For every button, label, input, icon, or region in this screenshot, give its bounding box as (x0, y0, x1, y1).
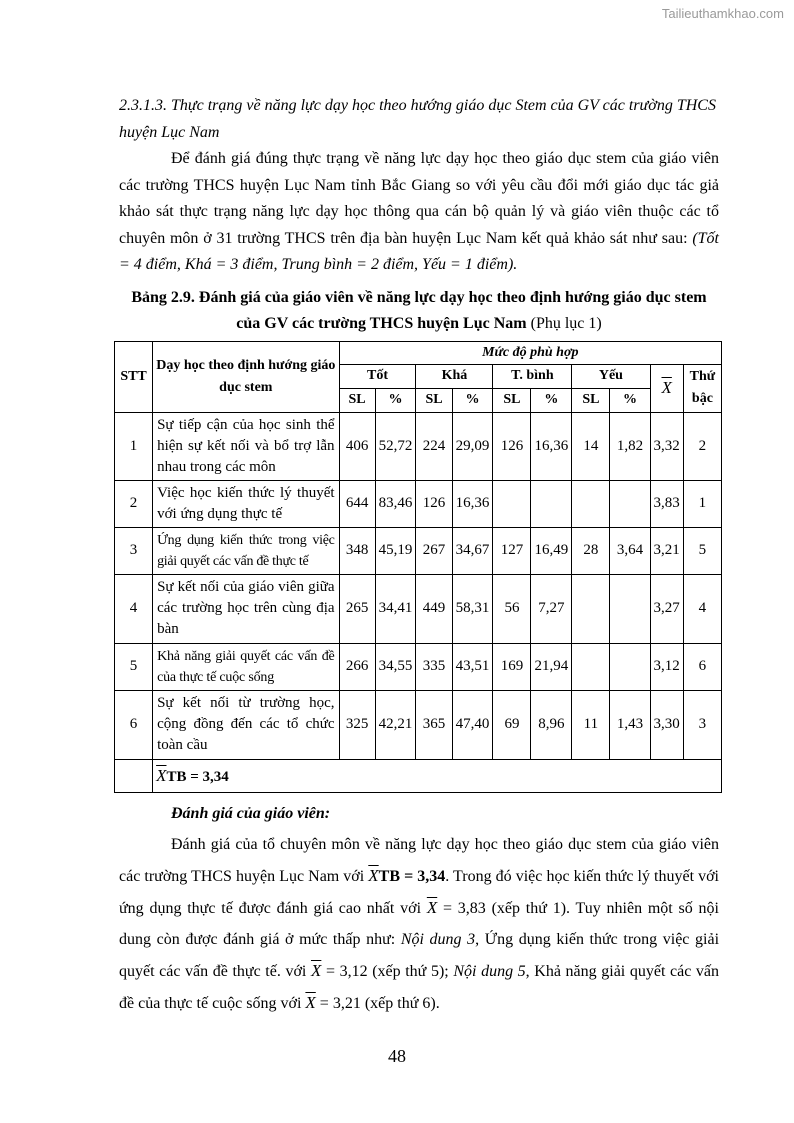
cell-good-pct: 42,21 (375, 690, 416, 759)
table-caption-text: Bảng 2.9. Đánh giá của giáo viên về năng lực dạy học theo định hướng giáo dục stem của GV các trường THCS huyện Lục Nam (131, 288, 707, 332)
page-number: 48 (388, 1046, 406, 1066)
header-mean: $\overline{X}$ (650, 364, 683, 412)
cell-good-sl: 348 (339, 527, 375, 574)
cell-mean: 3,12 (650, 643, 683, 690)
cell-rank: 2 (683, 412, 721, 480)
cell-weak-sl (572, 574, 610, 643)
section-heading: 2.3.1.3. Thực trạng về năng lực dạy học theo hướng giáo dục Stem của GV các trường THCS huyện Lục Nam (119, 97, 716, 141)
header-good-pct: % (375, 388, 416, 412)
cell-weak-sl: 28 (572, 527, 610, 574)
cell-fair-sl: 224 (416, 412, 452, 480)
cell-average-pct: 16,49 (531, 527, 572, 574)
cell-weak-pct: 3,64 (610, 527, 650, 574)
table-row (115, 690, 722, 759)
cell-rank: 1 (683, 480, 721, 527)
cell-rank: 5 (683, 527, 721, 574)
cell-mean: 3,21 (650, 527, 683, 574)
watermark: Tailieuthamkhao.com (661, 6, 784, 21)
cell-mean: 3,32 (650, 412, 683, 480)
cell-fair-pct: 47,40 (452, 690, 493, 759)
cell-good-pct: 52,72 (375, 412, 416, 480)
table-row (115, 574, 722, 643)
cell-rank: 4 (683, 574, 721, 643)
cell-fair-pct: 34,67 (452, 527, 493, 574)
cell-content: Ứng dụng kiến thức trong việc giải quyết các vấn đề thực tế (153, 527, 339, 574)
evaluation-paragraph: Đánh giá của tổ chuyên môn về năng lực dạy học theo giáo dục stem của giáo viên các trường THCS huyện Lục Nam với $\overline{X}TB = 3,34$. Trong đó việc học kiến thức lý thuyết với ứng dụng thực tế được đánh giá cao nhất với $\overline{X} = 3,83$ (xếp thứ 1). Tuy nhiên một số nội dung còn được đánh giá ở mức thấp như: Nội dung 3, Ứng dụng kiến thức trong việc giải quyết các vấn đề thực tế. với $\overline{X} = 3,12$ (xếp thứ 5); Nội dung 5, Khả năng giải quyết các vấn đề của thực tế cuộc sống với $\overline{X} = 3,21$ (xếp thứ 6). (119, 835, 720, 1012)
cell-average-pct (531, 480, 572, 527)
cell-weak-pct (610, 574, 650, 643)
overall-mean: $\overline{X}TB = 3,34$ (153, 759, 722, 792)
cell-content: Sự kết nối của giáo viên giữa các trường học trên cùng địa bàn (153, 574, 339, 643)
cell-stt: 6 (115, 690, 153, 759)
cell-stt: 5 (115, 643, 153, 690)
cell-stt: 3 (115, 527, 153, 574)
header-good-sl: SL (339, 388, 375, 412)
cell-weak-sl (572, 480, 610, 527)
header-weak-pct: % (610, 388, 650, 412)
cell-fair-sl: 365 (416, 690, 452, 759)
table-row (115, 527, 722, 574)
header-fair: Khá (416, 364, 493, 388)
cell-content: Việc học kiến thức lý thuyết với ứng dụng thực tế (153, 480, 339, 527)
header-rank: Thứ bậc (683, 364, 721, 412)
header-level: Mức độ phù hợp (339, 341, 721, 364)
cell-weak-sl (572, 643, 610, 690)
cell-fair-sl: 126 (416, 480, 452, 527)
cell-fair-pct: 16,36 (452, 480, 493, 527)
cell-fair-sl: 335 (416, 643, 452, 690)
cell-average-pct: 8,96 (531, 690, 572, 759)
intro-paragraph (119, 146, 719, 279)
header-average-pct: % (531, 388, 572, 412)
survey-table (114, 341, 722, 793)
header-good: Tốt (339, 364, 416, 388)
cell-good-sl: 644 (339, 480, 375, 527)
header-fair-pct: % (452, 388, 493, 412)
cell-average-sl: 169 (493, 643, 531, 690)
cell-fair-sl: 449 (416, 574, 452, 643)
cell-good-sl: 325 (339, 690, 375, 759)
table-caption (119, 285, 719, 337)
cell-average-pct: 16,36 (531, 412, 572, 480)
header-weak-sl: SL (572, 388, 610, 412)
cell-fair-sl: 267 (416, 527, 452, 574)
cell-stt: 1 (115, 412, 153, 480)
intro-text: Để đánh giá đúng thực trạng về năng lực dạy học theo giáo dục stem của giáo viên các trường THCS huyện Lục Nam tỉnh Bắc Giang so với yêu cầu đổi mới giáo dục tác giả khảo sát thực trạng năng lực dạy học thông qua cán bộ quản lý và giáo viên thuộc các tổ chuyên môn ở 31 trường THCS trên địa bàn huyện Lục Nam kết quả khảo sát như sau: (119, 150, 719, 247)
cell-average-pct: 7,27 (531, 574, 572, 643)
cell-rank: 3 (683, 690, 721, 759)
overall-row (115, 759, 722, 792)
cell-good-pct: 34,41 (375, 574, 416, 643)
cell-average-sl: 56 (493, 574, 531, 643)
cell-fair-pct: 43,51 (452, 643, 493, 690)
cell-good-pct: 34,55 (375, 643, 416, 690)
cell-good-sl: 266 (339, 643, 375, 690)
cell-rank: 6 (683, 643, 721, 690)
cell-content: Sự kết nối từ trường học, cộng đồng đến các tổ chức toàn cầu (153, 690, 339, 759)
cell-weak-pct (610, 643, 650, 690)
cell-weak-sl: 14 (572, 412, 610, 480)
table-caption-note: (Phụ lục 1) (530, 314, 602, 332)
cell-stt: 2 (115, 480, 153, 527)
table-row (115, 480, 722, 527)
cell-content: Khả năng giải quyết các vấn đề của thực tế cuộc sống (153, 643, 339, 690)
cell-good-sl: 406 (339, 412, 375, 480)
header-average-sl: SL (493, 388, 531, 412)
table-row (115, 643, 722, 690)
cell-fair-pct: 29,09 (452, 412, 493, 480)
cell-weak-pct: 1,43 (610, 690, 650, 759)
cell-weak-sl: 11 (572, 690, 610, 759)
cell-average-pct: 21,94 (531, 643, 572, 690)
cell-average-sl: 127 (493, 527, 531, 574)
header-average: T. bình (493, 364, 572, 388)
cell-average-sl (493, 480, 531, 527)
evaluation-title: Đánh giá của giáo viên: (171, 804, 331, 822)
cell-good-pct: 45,19 (375, 527, 416, 574)
cell-mean: 3,30 (650, 690, 683, 759)
cell-good-sl: 265 (339, 574, 375, 643)
cell-stt: 4 (115, 574, 153, 643)
table-row (115, 412, 722, 480)
cell-fair-pct: 58,31 (452, 574, 493, 643)
header-weak: Yếu (572, 364, 650, 388)
header-stt: STT (115, 341, 153, 412)
overall-blank (115, 759, 153, 792)
cell-average-sl: 126 (493, 412, 531, 480)
cell-good-pct: 83,46 (375, 480, 416, 527)
cell-weak-pct (610, 480, 650, 527)
intro-scale: (Tốt = 4 điểm, Khá = 3 điểm, Trung bình = 2 điểm, Yếu = 1 điểm). (119, 229, 719, 273)
cell-mean: 3,83 (650, 480, 683, 527)
cell-average-sl: 69 (493, 690, 531, 759)
header-content: Dạy học theo định hướng giáo dục stem (153, 341, 339, 412)
cell-weak-pct: 1,82 (610, 412, 650, 480)
cell-content: Sự tiếp cận của học sinh thể hiện sự kết nối và bổ trợ lẫn nhau trong các môn (153, 412, 339, 480)
header-fair-sl: SL (416, 388, 452, 412)
page-content (119, 92, 719, 1019)
cell-mean: 3,27 (650, 574, 683, 643)
